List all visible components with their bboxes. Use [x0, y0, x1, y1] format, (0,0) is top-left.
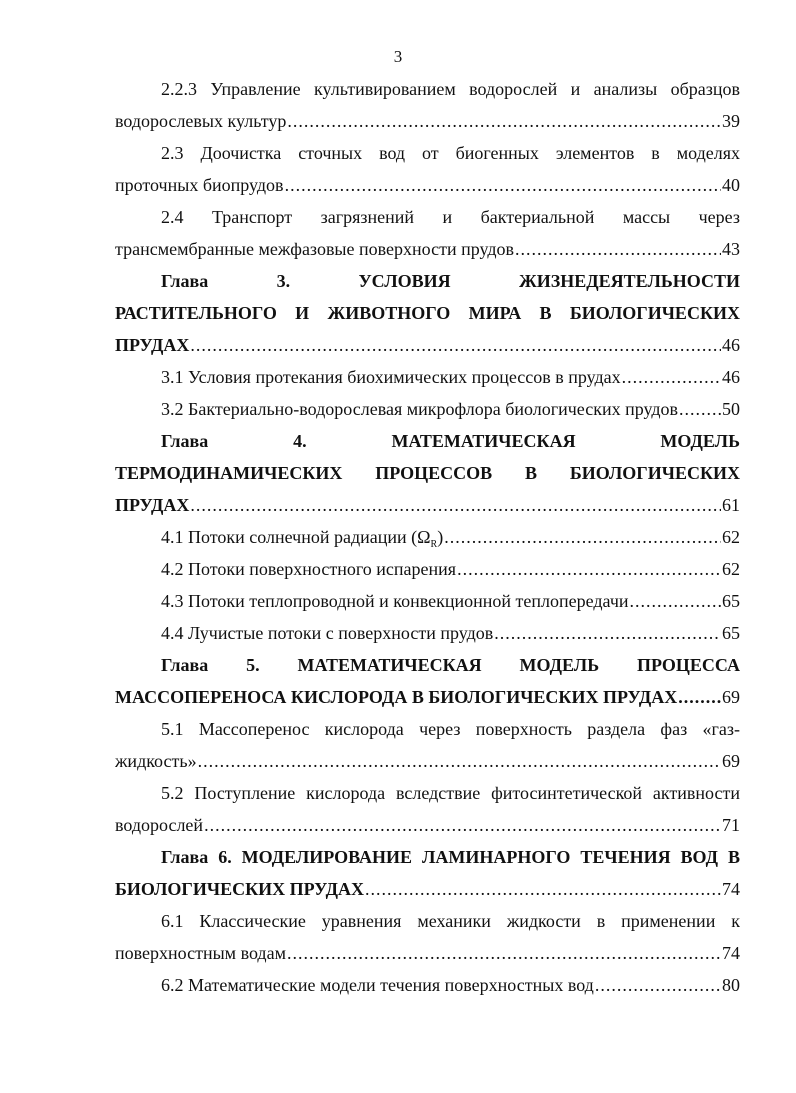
toc-chapter-5[interactable] — [115, 649, 740, 713]
toc-page-number: 71 — [722, 815, 740, 835]
toc-entry-text: 2.3 Доочистка сточных вод от биогенных элементов в моделях — [161, 143, 740, 163]
toc-chapter-title: БИОЛОГИЧЕСКИХ ПРУДАХ — [115, 879, 364, 899]
toc-page-number: 74 — [722, 879, 740, 899]
toc-chapter-6[interactable] — [115, 841, 740, 905]
toc-entry-last-line — [115, 233, 740, 265]
toc-leader-dots — [494, 617, 721, 649]
toc-entry-4-1[interactable] — [115, 521, 740, 553]
toc-chapter-title: Глава 5. МАТЕМАТИЧЕСКАЯ МОДЕЛЬ ПРОЦЕССА — [161, 655, 740, 675]
toc-page-number: 46 — [722, 367, 740, 387]
toc-entry-last-line — [115, 969, 740, 1001]
toc-page-number: 43 — [722, 239, 740, 259]
toc-entry-5-2[interactable] — [115, 777, 740, 841]
toc-leader-dots — [198, 745, 721, 777]
toc-page-number: 40 — [722, 175, 740, 195]
toc-chapter-title: МАССОПЕРЕНОСА КИСЛОРОДА В БИОЛОГИЧЕСКИХ ПРУДАХ — [115, 687, 678, 707]
toc-entry-text: 3.1 Условия протекания биохимических процессов в прудах — [161, 367, 621, 387]
toc-page-number: 65 — [722, 591, 740, 611]
toc-entry-6-2[interactable] — [115, 969, 740, 1001]
toc-entry-text: 2.4 Транспорт загрязнений и бактериальной массы через — [161, 207, 740, 227]
toc-entry-2-2-3[interactable] — [115, 73, 740, 137]
toc-entry-text — [161, 521, 443, 553]
toc-page-number: 80 — [722, 975, 740, 995]
toc-entry-subscript: R — [430, 539, 438, 550]
toc-entry-text-main: 4.1 Потоки солнечной радиации (Ω — [161, 527, 431, 547]
toc-entry-last-line — [115, 553, 740, 585]
toc-entry-text: 4.4 Лучистые потоки с поверхности прудов — [161, 623, 494, 643]
toc-entry-last-line — [115, 361, 740, 393]
toc-entry-5-1[interactable] — [115, 713, 740, 777]
toc-leader-dots — [630, 585, 722, 617]
toc-page-number: 50 — [722, 399, 740, 419]
toc-leader-dots — [444, 521, 721, 553]
toc-entry-last-line — [115, 617, 740, 649]
toc-entry-3-1[interactable] — [115, 361, 740, 393]
toc-entry-last-line — [115, 329, 740, 361]
toc-leader-dots — [595, 969, 721, 1001]
toc-page-number: 69 — [722, 751, 740, 771]
toc-leader-dots — [457, 553, 721, 585]
table-of-contents — [115, 73, 740, 1001]
toc-entry-last-line — [115, 745, 740, 777]
toc-entry-4-2[interactable] — [115, 553, 740, 585]
toc-entry-text: поверхностным водам — [115, 943, 286, 963]
toc-entry-last-line — [115, 169, 740, 201]
toc-entry-text: водорослевых культур — [115, 111, 287, 131]
toc-page-number: 46 — [722, 335, 740, 355]
toc-leader-dots — [190, 489, 721, 521]
toc-entry-4-3[interactable] — [115, 585, 740, 617]
toc-entry-last-line — [115, 105, 740, 137]
toc-leader-dots — [204, 809, 721, 841]
toc-leader-dots — [679, 393, 721, 425]
toc-entry-text: 4.2 Потоки поверхностного испарения — [161, 559, 457, 579]
toc-entry-4-4[interactable] — [115, 617, 740, 649]
toc-chapter-title: ПРУДАХ — [115, 495, 190, 515]
toc-entry-last-line — [115, 521, 740, 553]
toc-page-number: 61 — [722, 495, 740, 515]
toc-page-number: 39 — [722, 111, 740, 131]
toc-chapter-title: ПРУДАХ — [115, 335, 190, 355]
toc-leader-dots — [622, 361, 721, 393]
toc-leader-dots — [515, 233, 721, 265]
toc-chapter-4[interactable] — [115, 425, 740, 521]
toc-leader-dots — [190, 329, 721, 361]
toc-chapter-title: РАСТИТЕЛЬНОГО И ЖИВОТНОГО МИРА В БИОЛОГИЧЕСКИХ — [115, 303, 740, 323]
toc-page-number: 69 — [722, 687, 740, 707]
toc-entry-last-line — [115, 393, 740, 425]
toc-entry-last-line — [115, 489, 740, 521]
toc-entry-last-line — [115, 585, 740, 617]
toc-page-number: 65 — [722, 623, 740, 643]
toc-entry-text: трансмембранные межфазовые поверхности прудов — [115, 239, 515, 259]
toc-entry-text: 2.2.3 Управление культивированием водорослей и анализы образцов — [161, 79, 740, 99]
toc-entry-last-line — [115, 937, 740, 969]
toc-entry-2-4[interactable] — [115, 201, 740, 265]
toc-page-number: 74 — [722, 943, 740, 963]
toc-entry-last-line — [115, 873, 740, 905]
toc-entry-text: жидкость» — [115, 751, 197, 771]
toc-entry-text: 6.1 Классические уравнения механики жидкости в применении к — [161, 911, 740, 931]
toc-entry-text-after: ) — [437, 527, 444, 547]
toc-entry-text: 5.1 Массоперенос кислорода через поверхность раздела фаз «газ- — [161, 719, 740, 739]
toc-leader-dots — [287, 937, 721, 969]
page-number: 3 — [393, 47, 403, 66]
toc-entry-6-1[interactable] — [115, 905, 740, 969]
toc-leader-dots — [365, 873, 721, 905]
toc-chapter-title: Глава 6. МОДЕЛИРОВАНИЕ ЛАМИНАРНОГО ТЕЧЕНИЯ ВОД В — [161, 847, 740, 867]
toc-entry-last-line — [115, 681, 740, 713]
toc-page-number: 62 — [722, 527, 740, 547]
toc-chapter-title: Глава 3. УСЛОВИЯ ЖИЗНЕДЕЯТЕЛЬНОСТИ — [161, 271, 740, 291]
toc-leader-dots — [285, 169, 721, 201]
toc-entry-text: 6.2 Математические модели течения поверхностных вод — [161, 975, 594, 995]
toc-page-number: 62 — [722, 559, 740, 579]
toc-leader-dots — [678, 681, 721, 713]
toc-entry-text: 3.2 Бактериально-водорослевая микрофлора биологических прудов — [161, 399, 679, 419]
toc-chapter-3[interactable] — [115, 265, 740, 361]
toc-entry-text: 5.2 Поступление кислорода вследствие фитосинтетической активности — [161, 783, 740, 803]
toc-leader-dots — [287, 105, 721, 137]
toc-entry-text: водорослей — [115, 815, 204, 835]
toc-entry-last-line — [115, 809, 740, 841]
toc-entry-3-2[interactable] — [115, 393, 740, 425]
toc-entry-2-3[interactable] — [115, 137, 740, 201]
toc-entry-text: 4.3 Потоки теплопроводной и конвекционной теплопередачи — [161, 591, 629, 611]
toc-entry-text: проточных биопрудов — [115, 175, 284, 195]
toc-chapter-title: ТЕРМОДИНАМИЧЕСКИХ ПРОЦЕССОВ В БИОЛОГИЧЕСКИХ — [115, 463, 740, 483]
toc-chapter-title: Глава 4. МАТЕМАТИЧЕСКАЯ МОДЕЛЬ — [161, 431, 740, 451]
